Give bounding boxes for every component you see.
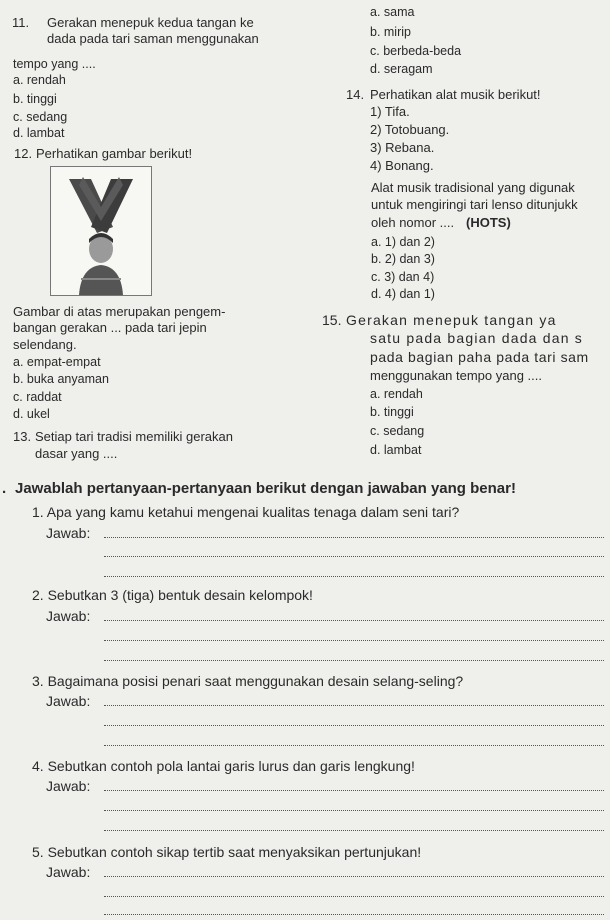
q14-number: 14. — [346, 87, 365, 102]
q15-stem-line1: Gerakan menepuk tangan ya — [346, 312, 557, 328]
q11-stem-line2: dada pada tari saman menggunakan — [47, 31, 259, 46]
answer-line — [104, 896, 604, 897]
answer-line — [104, 830, 604, 831]
q12-number: 12. — [14, 146, 33, 161]
q13-option-c: c. berbeda-beda — [370, 44, 462, 58]
q12-option-d: d. ukel — [13, 407, 50, 421]
q14-item-1: 1) Tifa. — [370, 104, 410, 119]
dancer-photo — [50, 166, 152, 296]
answer-line — [104, 556, 604, 557]
answer-label-3: Jawab: — [46, 693, 91, 709]
q14-text-line1: Alat musik tradisional yang digunak — [371, 180, 575, 195]
q14-hots-tag: (HOTS) — [466, 215, 511, 230]
answer-label-1: Jawab: — [46, 525, 91, 541]
answer-line — [104, 640, 604, 641]
q12-stem-after-line3: selendang. — [13, 337, 77, 352]
q15-option-d: d. lambat — [370, 443, 422, 457]
q15-option-a: a. rendah — [370, 387, 423, 401]
q15-number: 15. — [322, 312, 342, 328]
q11-option-c: c. sedang — [13, 110, 68, 124]
q14-item-4: 4) Bonang. — [370, 158, 434, 173]
q15-stem-line3: pada bagian paha pada tari sam — [370, 349, 589, 365]
answer-line — [104, 876, 604, 877]
answer-line — [104, 537, 604, 538]
section-b-bullet: . — [2, 480, 7, 497]
q12-stem-after-line2: bangan gerakan ... pada tari jepin — [13, 320, 207, 335]
essay-question-2: 2. Sebutkan 3 (tiga) bentuk desain kelompok! — [32, 587, 313, 603]
q13-stem-line2: dasar yang .... — [35, 446, 118, 461]
answer-line — [104, 660, 604, 661]
answer-label-2: Jawab: — [46, 608, 91, 624]
q13-number: 13. — [13, 429, 32, 444]
answer-line — [104, 745, 604, 746]
q11-stem-line1: Gerakan menepuk kedua tangan ke — [47, 15, 254, 30]
q11-number: 11. — [12, 15, 30, 30]
q15-stem-line2: satu pada bagian dada dan s — [370, 330, 583, 346]
answer-line — [104, 725, 604, 726]
q14-option-d: d. 4) dan 1) — [371, 287, 435, 301]
answer-label-4: Jawab: — [46, 778, 91, 794]
q14-stem: Perhatikan alat musik berikut! — [370, 87, 541, 102]
essay-question-3: 3. Bagaimana posisi penari saat menggunakan desain selang-seling? — [32, 673, 464, 689]
q14-text-line3: oleh nomor .... — [371, 215, 455, 230]
q13-option-d: d. seragam — [370, 62, 433, 76]
q12-stem: Perhatikan gambar berikut! — [36, 146, 193, 161]
answer-line — [104, 914, 604, 915]
answer-line — [104, 576, 604, 577]
answer-line — [104, 705, 604, 706]
q13-option-a: a. sama — [370, 5, 415, 19]
essay-question-4: 4. Sebutkan contoh pola lantai garis lurus dan garis lengkung! — [32, 758, 415, 774]
q14-text-line2: untuk mengiringi tari lenso ditunjukk — [371, 197, 578, 212]
q15-stem-line4: menggunakan tempo yang .... — [370, 368, 543, 383]
answer-line — [104, 620, 604, 621]
q13-option-b: b. mirip — [370, 25, 411, 39]
q11-option-a: a. rendah — [13, 73, 66, 87]
q13-stem-line1: Setiap tari tradisi memiliki gerakan — [35, 429, 233, 444]
dancer-illustration — [51, 167, 151, 295]
q14-option-c: c. 3) dan 4) — [371, 270, 435, 284]
essay-question-1: 1. Apa yang kamu ketahui mengenai kualitas tenaga dalam seni tari? — [32, 504, 460, 520]
q14-option-a: a. 1) dan 2) — [371, 235, 435, 249]
section-b-title: Jawablah pertanyaan-pertanyaan berikut dengan jawaban yang benar! — [15, 480, 516, 497]
q12-stem-after-line1: Gambar di atas merupakan pengem- — [13, 304, 226, 319]
essay-question-5: 5. Sebutkan contoh sikap tertib saat menyaksikan pertunjukan! — [32, 844, 422, 860]
q15-option-c: c. sedang — [370, 424, 425, 438]
q11-stem-line3: tempo yang .... — [13, 57, 96, 71]
q11-option-b: b. tinggi — [13, 92, 57, 106]
q15-option-b: b. tinggi — [370, 405, 414, 419]
answer-label-5: Jawab: — [46, 864, 91, 880]
q14-item-2: 2) Totobuang. — [370, 122, 450, 137]
q12-option-a: a. empat-empat — [13, 355, 101, 369]
answer-line — [104, 810, 604, 811]
answer-line — [104, 790, 604, 791]
q11-option-d: d. lambat — [13, 126, 65, 140]
q14-option-b: b. 2) dan 3) — [371, 252, 435, 266]
q14-item-3: 3) Rebana. — [370, 140, 435, 155]
q12-option-c: c. raddat — [13, 390, 62, 404]
q12-option-b: b. buka anyaman — [13, 372, 109, 386]
